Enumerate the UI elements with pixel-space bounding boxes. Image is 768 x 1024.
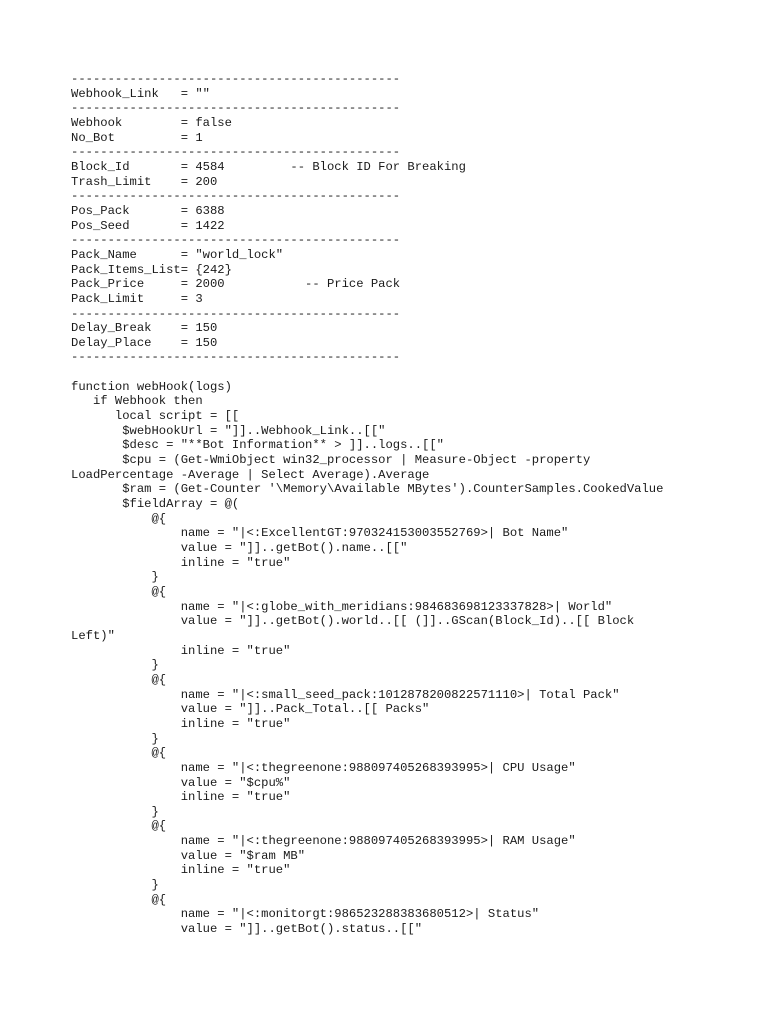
code-line: Pack_Name = "world_lock"	[71, 247, 284, 262]
code-line: value = "]]..Pack_Total..[[ Packs"	[71, 702, 430, 717]
code-line: value = "]]..getBot().world..[[ (]]..GScan(Block_Id)..[[ Block	[71, 614, 635, 629]
code-line: Pos_Seed = 1422	[71, 218, 225, 233]
code-line	[71, 365, 751, 380]
code-line: inline = "true"	[71, 555, 291, 570]
separator-line: ---------------------------------------------	[71, 233, 401, 248]
code-line: inline = "true"	[71, 863, 291, 878]
code-line: $cpu = (Get-WmiObject win32_processor | Measure-Object -property	[71, 453, 591, 468]
code-line: inline = "true"	[71, 790, 291, 805]
code-line: LoadPercentage -Average | Select Average).Average	[71, 467, 430, 482]
code-line: No_Bot = 1	[71, 130, 203, 145]
code-line: inline = "true"	[71, 643, 291, 658]
code-line: value = "$ram MB"	[71, 848, 306, 863]
code-line: if Webhook then	[71, 394, 203, 409]
code-line: local script = [[	[71, 409, 240, 424]
code-line: }	[71, 878, 159, 893]
code-line: $fieldArray = @(	[71, 497, 240, 512]
code-line: @{	[71, 511, 167, 526]
separator-line: ---------------------------------------------	[71, 101, 401, 116]
code-line: Left)"	[71, 628, 115, 643]
code-line: @{	[71, 672, 167, 687]
code-line: name = "|<:globe_with_meridians:984683698123337828>| World"	[71, 599, 613, 614]
code-line: name = "|<:thegreenone:988097405268393995>| CPU Usage"	[71, 760, 576, 775]
code-line: name = "|<:small_seed_pack:1012878200822571110>| Total Pack"	[71, 687, 620, 702]
code-line: Webhook = false	[71, 115, 232, 130]
code-line: Pack_Price = 2000 -- Price Pack	[71, 277, 401, 292]
code-line: }	[71, 658, 159, 673]
code-line: inline = "true"	[71, 716, 291, 731]
code-line: Pack_Items_List= {242}	[71, 262, 232, 277]
code-line: Trash_Limit = 200	[71, 174, 218, 189]
code-line: value = "]]..getBot().name..[["	[71, 541, 408, 555]
code-line: value = "$cpu%"	[71, 775, 291, 790]
code-line: @{	[71, 892, 167, 907]
separator-line: ---------------------------------------------	[71, 350, 401, 365]
code-line: value = "]]..getBot().status..[["	[71, 922, 423, 937]
code-line: $desc = "**Bot Information** > ]]..logs..[["	[71, 438, 444, 453]
code-line: @{	[71, 746, 167, 761]
code-line: $ram = (Get-Counter '\Memory\Available MBytes').CounterSamples.CookedValue	[71, 482, 664, 497]
code-line: Pack_Limit = 3	[71, 291, 203, 306]
separator-line: ---------------------------------------------	[71, 72, 401, 86]
code-line: name = "|<:ExcellentGT:970324153003552769>| Bot Name"	[71, 526, 569, 541]
code-line: }	[71, 731, 159, 746]
code-line: name = "|<:monitorgt:986523288383680512>| Status"	[71, 907, 540, 922]
code-line: function webHook(logs)	[71, 379, 232, 394]
code-line: }	[71, 570, 159, 585]
code-line: Delay_Break = 150	[71, 321, 218, 336]
code-line: Block_Id = 4584 -- Block ID For Breaking	[71, 159, 466, 174]
separator-line: ---------------------------------------------	[71, 145, 401, 160]
code-document	[71, 72, 751, 937]
separator-line: ---------------------------------------------	[71, 306, 401, 321]
code-line: }	[71, 804, 159, 819]
code-line: Webhook_Link = ""	[71, 86, 210, 101]
separator-line: ---------------------------------------------	[71, 189, 401, 204]
code-line: Delay_Place = 150	[71, 335, 218, 350]
code-line: name = "|<:thegreenone:988097405268393995>| RAM Usage"	[71, 834, 576, 849]
code-line: @{	[71, 819, 167, 834]
code-line: Pos_Pack = 6388	[71, 203, 225, 218]
code-line: @{	[71, 584, 167, 599]
code-line: $webHookUrl = "]]..Webhook_Link..[["	[71, 423, 386, 438]
